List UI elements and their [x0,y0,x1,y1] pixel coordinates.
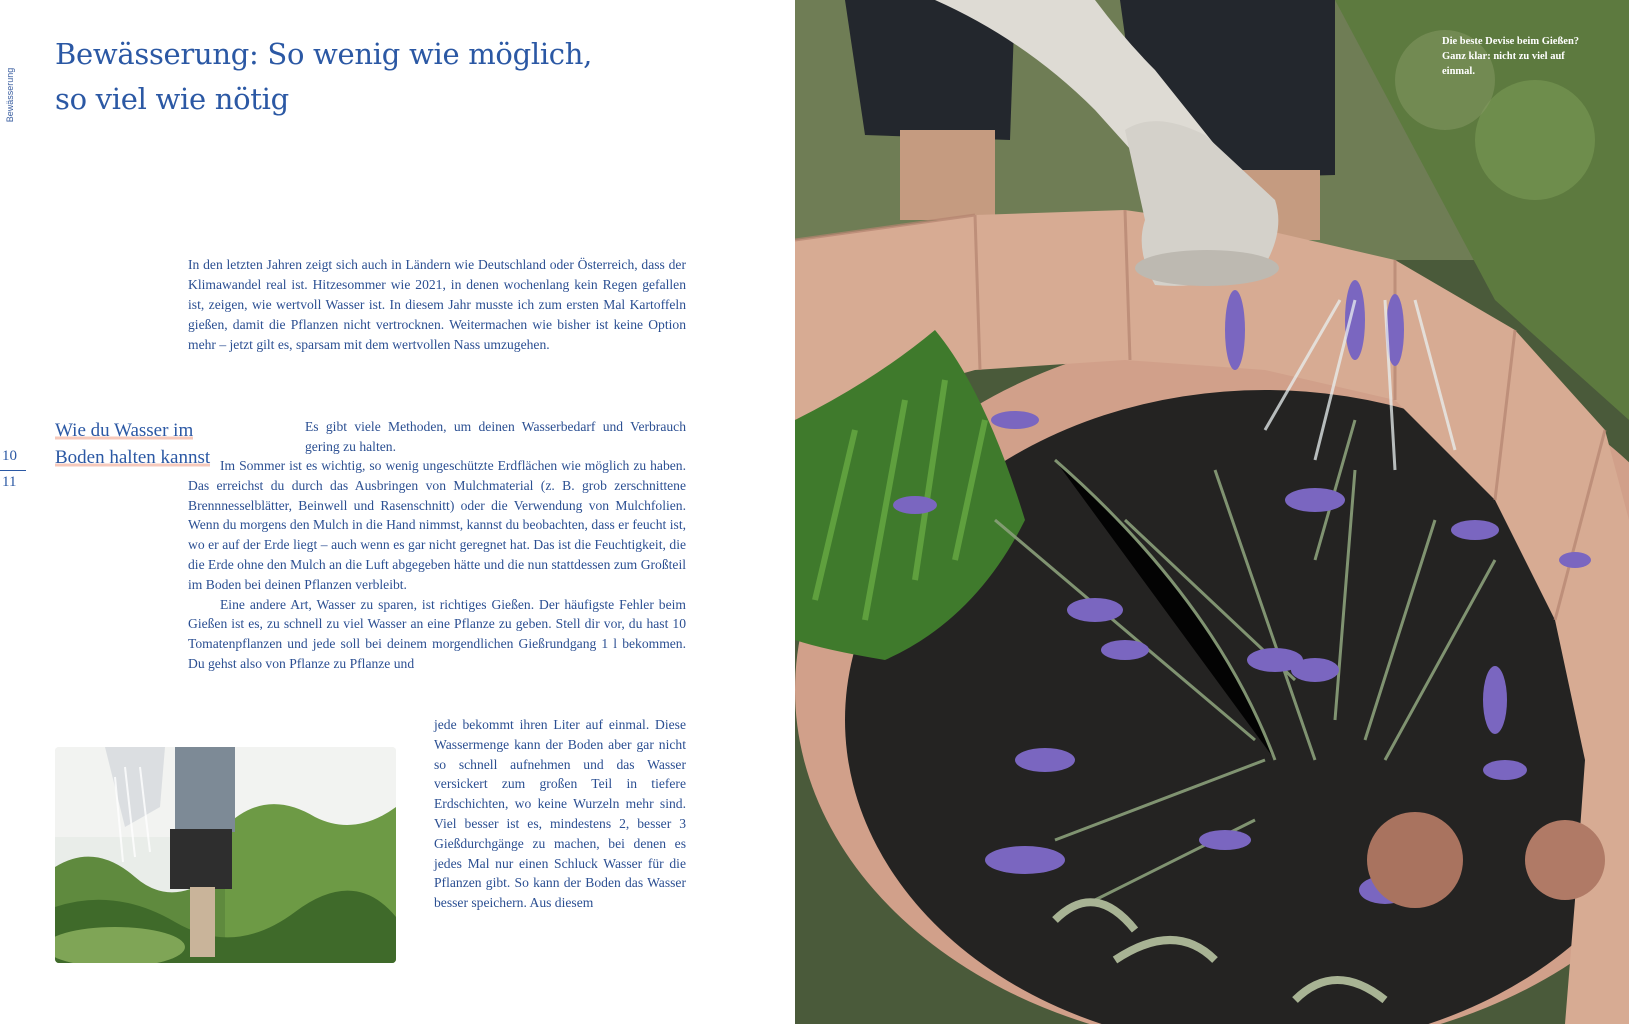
title-line-2: so viel wie nötig [55,82,289,116]
title-line-1: Bewässerung: So wenig wie möglich, [55,37,593,71]
watering-garden-photo [55,747,396,963]
body-paragraph-2: Im Sommer ist es wichtig, so wenig ungeschützte Erdflächen wie möglich zu haben. Das erreichst du durch das Ausbringen von Mulchmaterial (z. B. grob zerschnittene Brennnesselblätter, Beinwell und Rasenschnitt) oder die Verwendung von Mulchfolien. Wenn du morgens den Mulch in die Hand nimmst, kannst du beobachten, dass er feucht ist, wo er auf der Erde liegt – auch wenn es gar nicht geregnet hat. Das ist die Feuchtigkeit, die die Erde ohne den Mulch an die Luft abgegeben hätte und die nun stattdessen zum Großteil im Boden bei deinen Pflanzen verbleibt. [188,458,686,592]
body-column-main [188,456,686,674]
running-section-label: Bewässerung [5,67,15,123]
body-paragraph-3: Eine andere Art, Wasser zu sparen, ist richtiges Gießen. Der häufigste Fehler beim Gießen ist es, zu schnell zu viel Wasser an eine Pflanze zu geben. Stell dir vor, du hast 10 Tomatenpflanzen und jede soll bei deinem morgendlichen Gießrundgang 1 l bekommen. Du gehst also von Pflanze zu Pflanze und [188,596,686,671]
photo-caption: Die beste Devise beim Gießen? Ganz klar: nicht zu viel auf einmal. [1442,36,1580,77]
body-paragraph-4: jede bekommt ihren Liter auf einmal. Diese Wassermenge kann der Boden aber gar nicht so schnell aufnehmen und das Wasser versickert zum großen Teil in tiefere Erdschichten, wo keine Wurzeln mehr sind. Viel besser ist es, mindestens 2, besser 3 Gießdurchgänge zu machen, bei denen es jedes Mal nur einen Schluck Wasser für die Pflanzen gibt. So kann der Boden das Wasser besser speichern. Aus diesem [434,717,686,911]
lavender-bed-photo [795,0,1629,1024]
intro-paragraph: In den letzten Jahren zeigt sich auch in Ländern wie Deutschland oder Österreich, dass der Klimawandel real ist. Hitzesommer wie 2021, in denen wochenlang kein Regen gefallen ist, zeigen, wie wertvoll Wasser ist. In diesem Jahr musste ich zum ersten Mal Kartoffeln gießen, damit die Pflanzen nicht vertrocknen. Weitermachen wie bisher ist keine Option mehr – jetzt gilt es, sparsam mit dem wertvollen Nass umzugehen. [188,257,686,352]
page-number-left: 10 [2,448,17,464]
watering-garden-photo-illustration [55,747,396,963]
subheading-line-2: Boden halten kannst [55,447,211,468]
subheading-line-1: Wie du Wasser im [55,420,194,441]
page-number-right: 11 [2,474,17,490]
body-paragraph-1: Es gibt viele Methoden, um deinen Wasserbedarf und Verbrauch gering zu halten. [305,419,686,454]
page-number-divider [0,470,26,471]
page-title [55,32,755,122]
lavender-bed-illustration [795,0,1629,1024]
left-page [0,0,795,1024]
